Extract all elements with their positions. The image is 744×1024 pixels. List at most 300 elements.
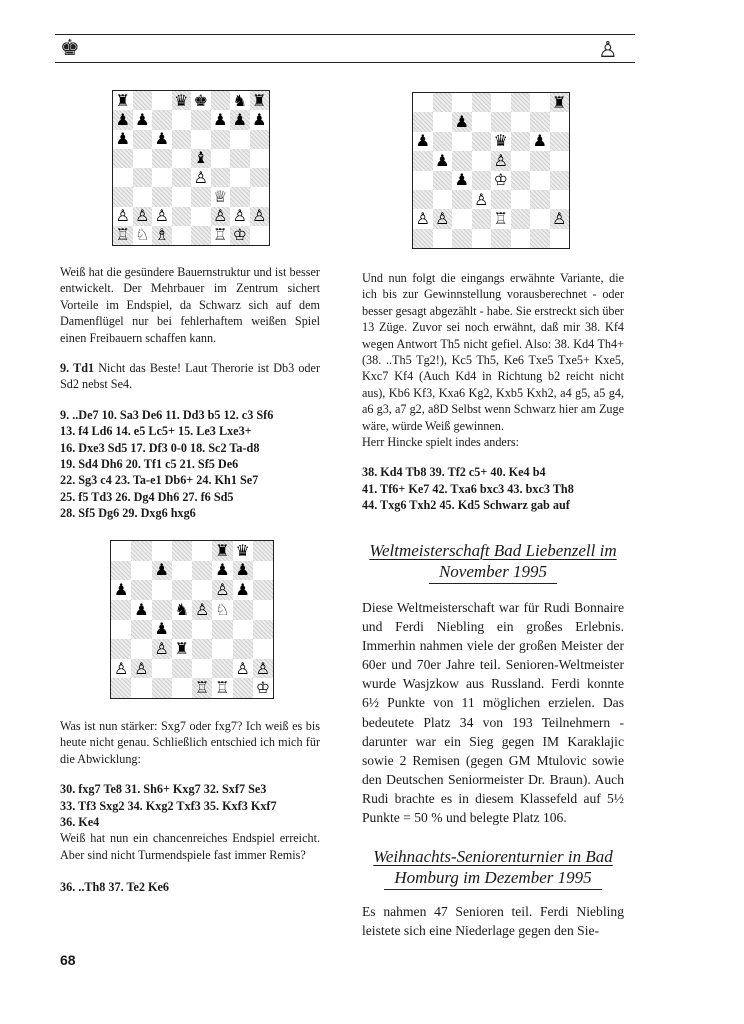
board-square (433, 151, 453, 170)
board-square (511, 171, 531, 190)
board-square (530, 132, 550, 151)
board-square (233, 561, 253, 581)
board-square (212, 678, 232, 698)
board-square (172, 678, 192, 698)
board-square (233, 580, 253, 600)
board-square (233, 620, 253, 640)
chess-piece-icon: ♙ (232, 206, 247, 226)
board-square (131, 541, 151, 561)
move-list-3: 36. ..Th8 37. Te2 Ke6 (60, 880, 170, 895)
board-square (172, 226, 192, 245)
paragraph (60, 360, 320, 393)
board-square (172, 187, 192, 206)
chess-piece-icon: ♟ (235, 580, 250, 600)
chess-diagram-1 (112, 90, 270, 246)
board-square (133, 130, 153, 149)
board-square (172, 541, 192, 561)
chess-piece-icon: ♟ (235, 560, 250, 580)
board-square (511, 151, 531, 170)
board-square (211, 149, 231, 168)
board-square (113, 226, 133, 245)
move-list-1 (60, 407, 320, 522)
header-rule-top (55, 34, 635, 35)
board-square (152, 130, 172, 149)
board-square (191, 149, 211, 168)
chess-piece-icon: ♗ (154, 225, 169, 245)
board-square (131, 561, 151, 581)
board-square (192, 678, 212, 698)
chess-piece-icon: ♔ (255, 678, 271, 698)
board-square (530, 112, 550, 131)
board-square (211, 110, 231, 129)
chess-piece-icon: ♙ (493, 150, 508, 170)
board-square (131, 659, 151, 679)
board-square (491, 112, 511, 131)
heading-line: Weihnachts-Seniorenturnier in Bad (373, 847, 613, 866)
board-square (250, 91, 270, 110)
paragraph: Weiß hat die gesündere Bauernstruktur und ist besser entwickelt. Der Mehrbauer im Zentrum sichert Vorteile im Endspiel, da Schwarz sich auf dem Damenflügel nur bei fehlerhaftem weißen Spiel einen Freibauern schaffen kann. (60, 265, 320, 345)
board-square (133, 187, 153, 206)
chess-piece-icon: ♖ (194, 678, 210, 698)
board-square (250, 110, 270, 129)
chess-piece-icon: ♔ (493, 170, 508, 190)
chess-piece-icon: ♟ (232, 109, 247, 129)
board-square (530, 190, 550, 209)
board-square (212, 620, 232, 640)
move-bold: 9. Td1 (60, 361, 95, 376)
board-square (192, 639, 212, 659)
board-square (152, 561, 172, 581)
board-square (472, 171, 492, 190)
board-square (152, 168, 172, 187)
board-square (491, 229, 511, 248)
chess-piece-icon: ♟ (454, 170, 469, 190)
chess-piece-icon: ♙ (135, 206, 150, 226)
board-square (530, 171, 550, 190)
board-square (212, 659, 232, 679)
board-square (491, 190, 511, 209)
chess-piece-icon: ♙ (552, 208, 567, 228)
chess-piece-icon: ♟ (154, 129, 169, 149)
board-square (152, 187, 172, 206)
move-line: 22. Sg3 c4 23. Ta-e1 Db6+ 24. Kh1 Se7 (60, 473, 259, 488)
chess-piece-icon: ♖ (215, 678, 230, 698)
board-square (191, 168, 211, 187)
header-rule-bottom (55, 62, 635, 63)
board-square (472, 190, 492, 209)
board-square (212, 561, 232, 581)
board-square (230, 187, 250, 206)
heading-line: November 1995 (429, 561, 557, 584)
board-square (491, 93, 511, 112)
board-square (172, 659, 192, 679)
board-square (253, 678, 273, 698)
board-square (452, 171, 472, 190)
board-square (250, 187, 270, 206)
board-square (192, 561, 212, 581)
chess-piece-icon: ♙ (193, 167, 208, 187)
board-square (152, 207, 172, 226)
board-square (113, 149, 133, 168)
board-square (191, 226, 211, 245)
board-square (152, 580, 172, 600)
right-text-block-3 (362, 902, 624, 940)
move-list-4 (362, 464, 624, 513)
board-square (511, 93, 531, 112)
chess-piece-icon: ♙ (134, 658, 149, 678)
board-square (233, 678, 253, 698)
board-square (111, 639, 131, 659)
board-square (491, 171, 511, 190)
board-square (212, 541, 232, 561)
left-text-block-2 (60, 718, 320, 896)
chess-piece-icon: ♖ (115, 225, 130, 245)
board-square (550, 209, 570, 228)
section-heading-2 (362, 846, 624, 890)
board-square (133, 110, 153, 129)
board-square (111, 600, 131, 620)
board-square (250, 149, 270, 168)
board-square (530, 229, 550, 248)
board-square (230, 91, 250, 110)
paragraph: Diese Weltmeisterschaft war für Rudi Bonnaire und Ferdi Niebling ein großes Erlebnis. Immerhin nahmen viele der großen Meister der 60er und 70er Jahre teil. Senioren-Weltmeister wurde Wasjzkow aus Russland. Ferdi konnte 6½ Punkte von 11 möglichen erzielen. Das bedeutete Platz 34 von 193 Teilnehmern - darunter war ein Sieg gegen IM Karaklajic sowie 2 Remisen (gegen GM Mtulovic sowie den Deutschen Seniormeister Dr. Braun). Auch Rudi brachte es in diesem Klassefeld auf 5½ Punkte = 50 % und belegte Platz 106. (362, 600, 624, 826)
board-square (413, 190, 433, 209)
board-square (233, 659, 253, 679)
board-square (172, 110, 192, 129)
board-square (491, 209, 511, 228)
move-line: 25. f5 Td3 26. Dg4 Dh6 27. f6 Sd5 (60, 489, 234, 504)
board-square (472, 93, 492, 112)
board-square (133, 207, 153, 226)
chess-piece-icon: ♙ (255, 658, 271, 678)
board-square (472, 151, 492, 170)
board-square (192, 600, 212, 620)
board-square (191, 110, 211, 129)
chess-piece-icon: ♜ (252, 90, 267, 110)
board-square (113, 110, 133, 129)
move-line: 36. Ke4 (60, 815, 100, 830)
board-square (172, 639, 192, 659)
chess-piece-icon: ♟ (154, 560, 169, 580)
board-square (413, 151, 433, 170)
left-text-block-1 (60, 264, 320, 522)
board-square (511, 112, 531, 131)
move-line: 41. Tf6+ Ke7 42. Txa6 bxc3 43. bxc3 Th8 (362, 481, 574, 496)
chess-diagram-2 (412, 92, 570, 249)
board-square (472, 132, 492, 151)
board-square (433, 190, 453, 209)
board-square (211, 226, 231, 245)
move-line: 30. fxg7 Te8 31. Sh6+ Kxg7 32. Sxf7 Se3 (60, 782, 267, 797)
board-square (172, 620, 192, 640)
chess-piece-icon: ♟ (134, 599, 149, 619)
board-square (433, 132, 453, 151)
chess-piece-icon: ♘ (215, 599, 230, 619)
chess-piece-icon: ♜ (115, 90, 130, 110)
board-square (433, 229, 453, 248)
board-square (192, 580, 212, 600)
board-square (211, 168, 231, 187)
chess-piece-icon: ♟ (532, 131, 547, 151)
move-line: 19. Sd4 Dh6 20. Tf1 c5 21. Sf5 De6 (60, 457, 239, 472)
board-square (211, 207, 231, 226)
paragraph: Es nahmen 47 Senioren teil. Ferdi Niebling leistete sich eine Niederlage gegen den Sie- (362, 904, 624, 939)
board-square (111, 541, 131, 561)
board-square (113, 207, 133, 226)
section-heading-1 (362, 540, 624, 584)
board-square (111, 678, 131, 698)
board-square (172, 561, 192, 581)
board-square (133, 149, 153, 168)
paragraph: Herr Hincke spielt indes anders: (362, 435, 520, 450)
board-square (152, 678, 172, 698)
chess-piece-icon: ♙ (213, 206, 228, 226)
board-square (511, 209, 531, 228)
board-square (550, 93, 570, 112)
board-square (212, 600, 232, 620)
board-square (511, 229, 531, 248)
board-square (172, 207, 192, 226)
board-square (250, 168, 270, 187)
chess-piece-icon: ♛ (235, 540, 250, 560)
board-square (253, 639, 273, 659)
chess-piece-icon: ♙ (235, 658, 250, 678)
chess-piece-icon: ♕ (213, 186, 228, 206)
page-number: 68 (60, 952, 76, 968)
board-square (530, 93, 550, 112)
board-square (250, 207, 270, 226)
chess-piece-icon: ♙ (474, 189, 489, 209)
chess-piece-icon: ♔ (232, 225, 247, 245)
move-line: 38. Kd4 Tb8 39. Tf2 c5+ 40. Ke4 b4 (362, 465, 546, 480)
board-square (253, 541, 273, 561)
chess-diagram-3 (110, 540, 274, 699)
chess-piece-icon: ♙ (154, 638, 169, 658)
board-square (433, 209, 453, 228)
chess-piece-icon: ♙ (252, 206, 267, 226)
board-square (191, 91, 211, 110)
board-square (212, 580, 232, 600)
chess-piece-icon: ♖ (493, 208, 508, 228)
board-square (230, 226, 250, 245)
board-square (230, 207, 250, 226)
chess-piece-icon: ♙ (435, 208, 450, 228)
chess-piece-icon: ♙ (415, 208, 430, 228)
board-square (152, 600, 172, 620)
board-square (253, 580, 273, 600)
board-square (452, 229, 472, 248)
board-square (550, 229, 570, 248)
board-square (111, 561, 131, 581)
board-square (152, 541, 172, 561)
board-square (413, 209, 433, 228)
board-square (452, 132, 472, 151)
move-line: 16. Dxe3 Sd5 17. Df3 0-0 18. Sc2 Ta-d8 (60, 440, 260, 455)
heading-line: Homburg im Dezember 1995 (384, 867, 601, 890)
heading-line: Weltmeisterschaft Bad Liebenzell im (369, 541, 617, 560)
board-square (472, 112, 492, 131)
board-square (452, 93, 472, 112)
board-square (113, 168, 133, 187)
board-square (491, 132, 511, 151)
board-square (253, 600, 273, 620)
board-square (253, 561, 273, 581)
board-square (133, 168, 153, 187)
board-square (230, 130, 250, 149)
board-square (211, 91, 231, 110)
board-square (253, 659, 273, 679)
paragraph: Und nun folgt die eingangs erwähnte Variante, die ich bis zur Gewinnstellung vorausberechnet - oder besser gesagt abgezählt - habe. Sie erstreckt sich über 13 Züge. Zuvor sei noch erwähnt, daß mir 38. Kf4 wegen Antwort Th5 nicht gefiel. Also: 38. Kd4 Th4+ (38. ..Th5 Tg2!), Kc5 Th5, Ke6 Txe5 Txe5+ Kxe5, Kxc7 Kf4 (Auch Kd4 in Richtung b2 reicht nicht aus), Kb6 Kf3, Kxa6 Kg2, Kxb5 Kxh2, a4 g5, a5 g4, a6 g3, a7 g2, a8D Selbst wenn Schwarz hier am Zuge wäre, würde Weiß gewinnen. (362, 271, 624, 433)
board-square (131, 639, 151, 659)
chess-piece-icon: ♟ (435, 150, 450, 170)
queen-crown-icon: ♚ (60, 36, 80, 61)
chess-piece-icon: ♜ (552, 92, 567, 112)
board-square (550, 112, 570, 131)
board-square (191, 187, 211, 206)
board-square (230, 149, 250, 168)
board-square (530, 151, 550, 170)
board-square (152, 110, 172, 129)
board-square (111, 580, 131, 600)
board-square (172, 130, 192, 149)
paragraph: Was ist nun stärker: Sxg7 oder fxg7? Ich weiß es bis heute nicht genau. Schließlich entschied ich mich für die Abwicklung: (60, 719, 320, 766)
board-square (511, 190, 531, 209)
board-square (413, 132, 433, 151)
chess-piece-icon: ♝ (193, 148, 208, 168)
board-square (152, 659, 172, 679)
board-square (250, 130, 270, 149)
board-square (491, 151, 511, 170)
board-square (413, 229, 433, 248)
board-square (131, 620, 151, 640)
board-square (152, 620, 172, 640)
board-square (172, 149, 192, 168)
board-square (152, 639, 172, 659)
board-square (172, 168, 192, 187)
board-square (230, 110, 250, 129)
board-square (550, 132, 570, 151)
chess-piece-icon: ♟ (135, 109, 150, 129)
move-line: 33. Tf3 Sxg2 34. Kxg2 Txf3 35. Kxf3 Kxf7 (60, 798, 277, 813)
board-square (233, 600, 253, 620)
chess-piece-icon: ♟ (115, 129, 130, 149)
chess-piece-icon: ♟ (113, 580, 129, 600)
chess-piece-icon: ♖ (213, 225, 228, 245)
board-square (131, 678, 151, 698)
chess-piece-icon: ♞ (232, 90, 247, 110)
board-square (211, 187, 231, 206)
board-square (133, 91, 153, 110)
chess-piece-icon: ♟ (213, 109, 228, 129)
chess-piece-icon: ♟ (415, 131, 430, 151)
board-square (452, 151, 472, 170)
board-square (113, 91, 133, 110)
board-square (172, 600, 192, 620)
board-square (550, 171, 570, 190)
board-square (152, 91, 172, 110)
chess-piece-icon: ♘ (135, 225, 150, 245)
chess-piece-icon: ♟ (154, 619, 169, 639)
board-square (111, 620, 131, 640)
board-square (550, 190, 570, 209)
board-square (413, 171, 433, 190)
chess-piece-icon: ♛ (174, 90, 189, 110)
chess-piece-icon: ♟ (115, 109, 130, 129)
chess-piece-icon: ♟ (252, 109, 267, 129)
board-square (253, 620, 273, 640)
board-square (212, 639, 232, 659)
chess-piece-icon: ♙ (154, 206, 169, 226)
pawn-icon: ♙ (598, 38, 618, 63)
chess-piece-icon: ♛ (493, 131, 508, 151)
chess-piece-icon: ♟ (215, 560, 230, 580)
board-square (152, 149, 172, 168)
board-square (172, 91, 192, 110)
chess-piece-icon: ♜ (174, 638, 190, 658)
board-square (250, 226, 270, 245)
paragraph: Weiß hat nun ein chancenreiches Endspiel erreicht. Aber sind nicht Turmendspiele fast immer Remis? (60, 831, 320, 862)
move-line: 13. f4 Ld6 14. e5 Lc5+ 15. Le3 Lxe3+ (60, 424, 252, 439)
board-square (192, 541, 212, 561)
board-square (413, 112, 433, 131)
board-square (413, 93, 433, 112)
chess-piece-icon: ♚ (193, 90, 208, 110)
board-square (152, 226, 172, 245)
right-text-block-2 (362, 598, 624, 827)
board-square (452, 190, 472, 209)
chess-piece-icon: ♟ (454, 112, 469, 132)
board-square (131, 600, 151, 620)
board-square (433, 93, 453, 112)
board-square (433, 112, 453, 131)
board-square (511, 132, 531, 151)
chess-piece-icon: ♙ (113, 658, 129, 678)
board-square (113, 130, 133, 149)
move-line: 28. Sf5 Dg6 29. Dxg6 hxg6 (60, 506, 196, 521)
chess-piece-icon: ♜ (215, 540, 230, 560)
chess-piece-icon: ♙ (215, 580, 230, 600)
board-square (131, 580, 151, 600)
right-text-block-1 (362, 270, 624, 514)
board-square (472, 209, 492, 228)
board-square (113, 187, 133, 206)
board-square (211, 130, 231, 149)
board-square (230, 168, 250, 187)
board-square (192, 620, 212, 640)
paragraph-text: Nicht das Beste! Laut Therorie ist Db3 oder Sd2 nebst Se4. (60, 361, 320, 392)
board-square (172, 580, 192, 600)
board-square (452, 112, 472, 131)
board-square (452, 209, 472, 228)
board-square (191, 130, 211, 149)
chess-piece-icon: ♙ (115, 206, 130, 226)
chess-piece-icon: ♞ (174, 599, 190, 619)
board-square (191, 207, 211, 226)
board-square (550, 151, 570, 170)
move-line: 9. ..De7 10. Sa3 De6 11. Dd3 b5 12. c3 Sf6 (60, 407, 274, 422)
move-line: 44. Txg6 Txh2 45. Kd5 Schwarz gab auf (362, 498, 570, 513)
board-square (233, 541, 253, 561)
board-square (111, 659, 131, 679)
board-square (472, 229, 492, 248)
board-square (192, 659, 212, 679)
move-list-2 (60, 781, 320, 830)
board-square (233, 639, 253, 659)
chess-piece-icon: ♙ (194, 599, 210, 619)
board-square (433, 171, 453, 190)
board-square (530, 209, 550, 228)
board-square (133, 226, 153, 245)
